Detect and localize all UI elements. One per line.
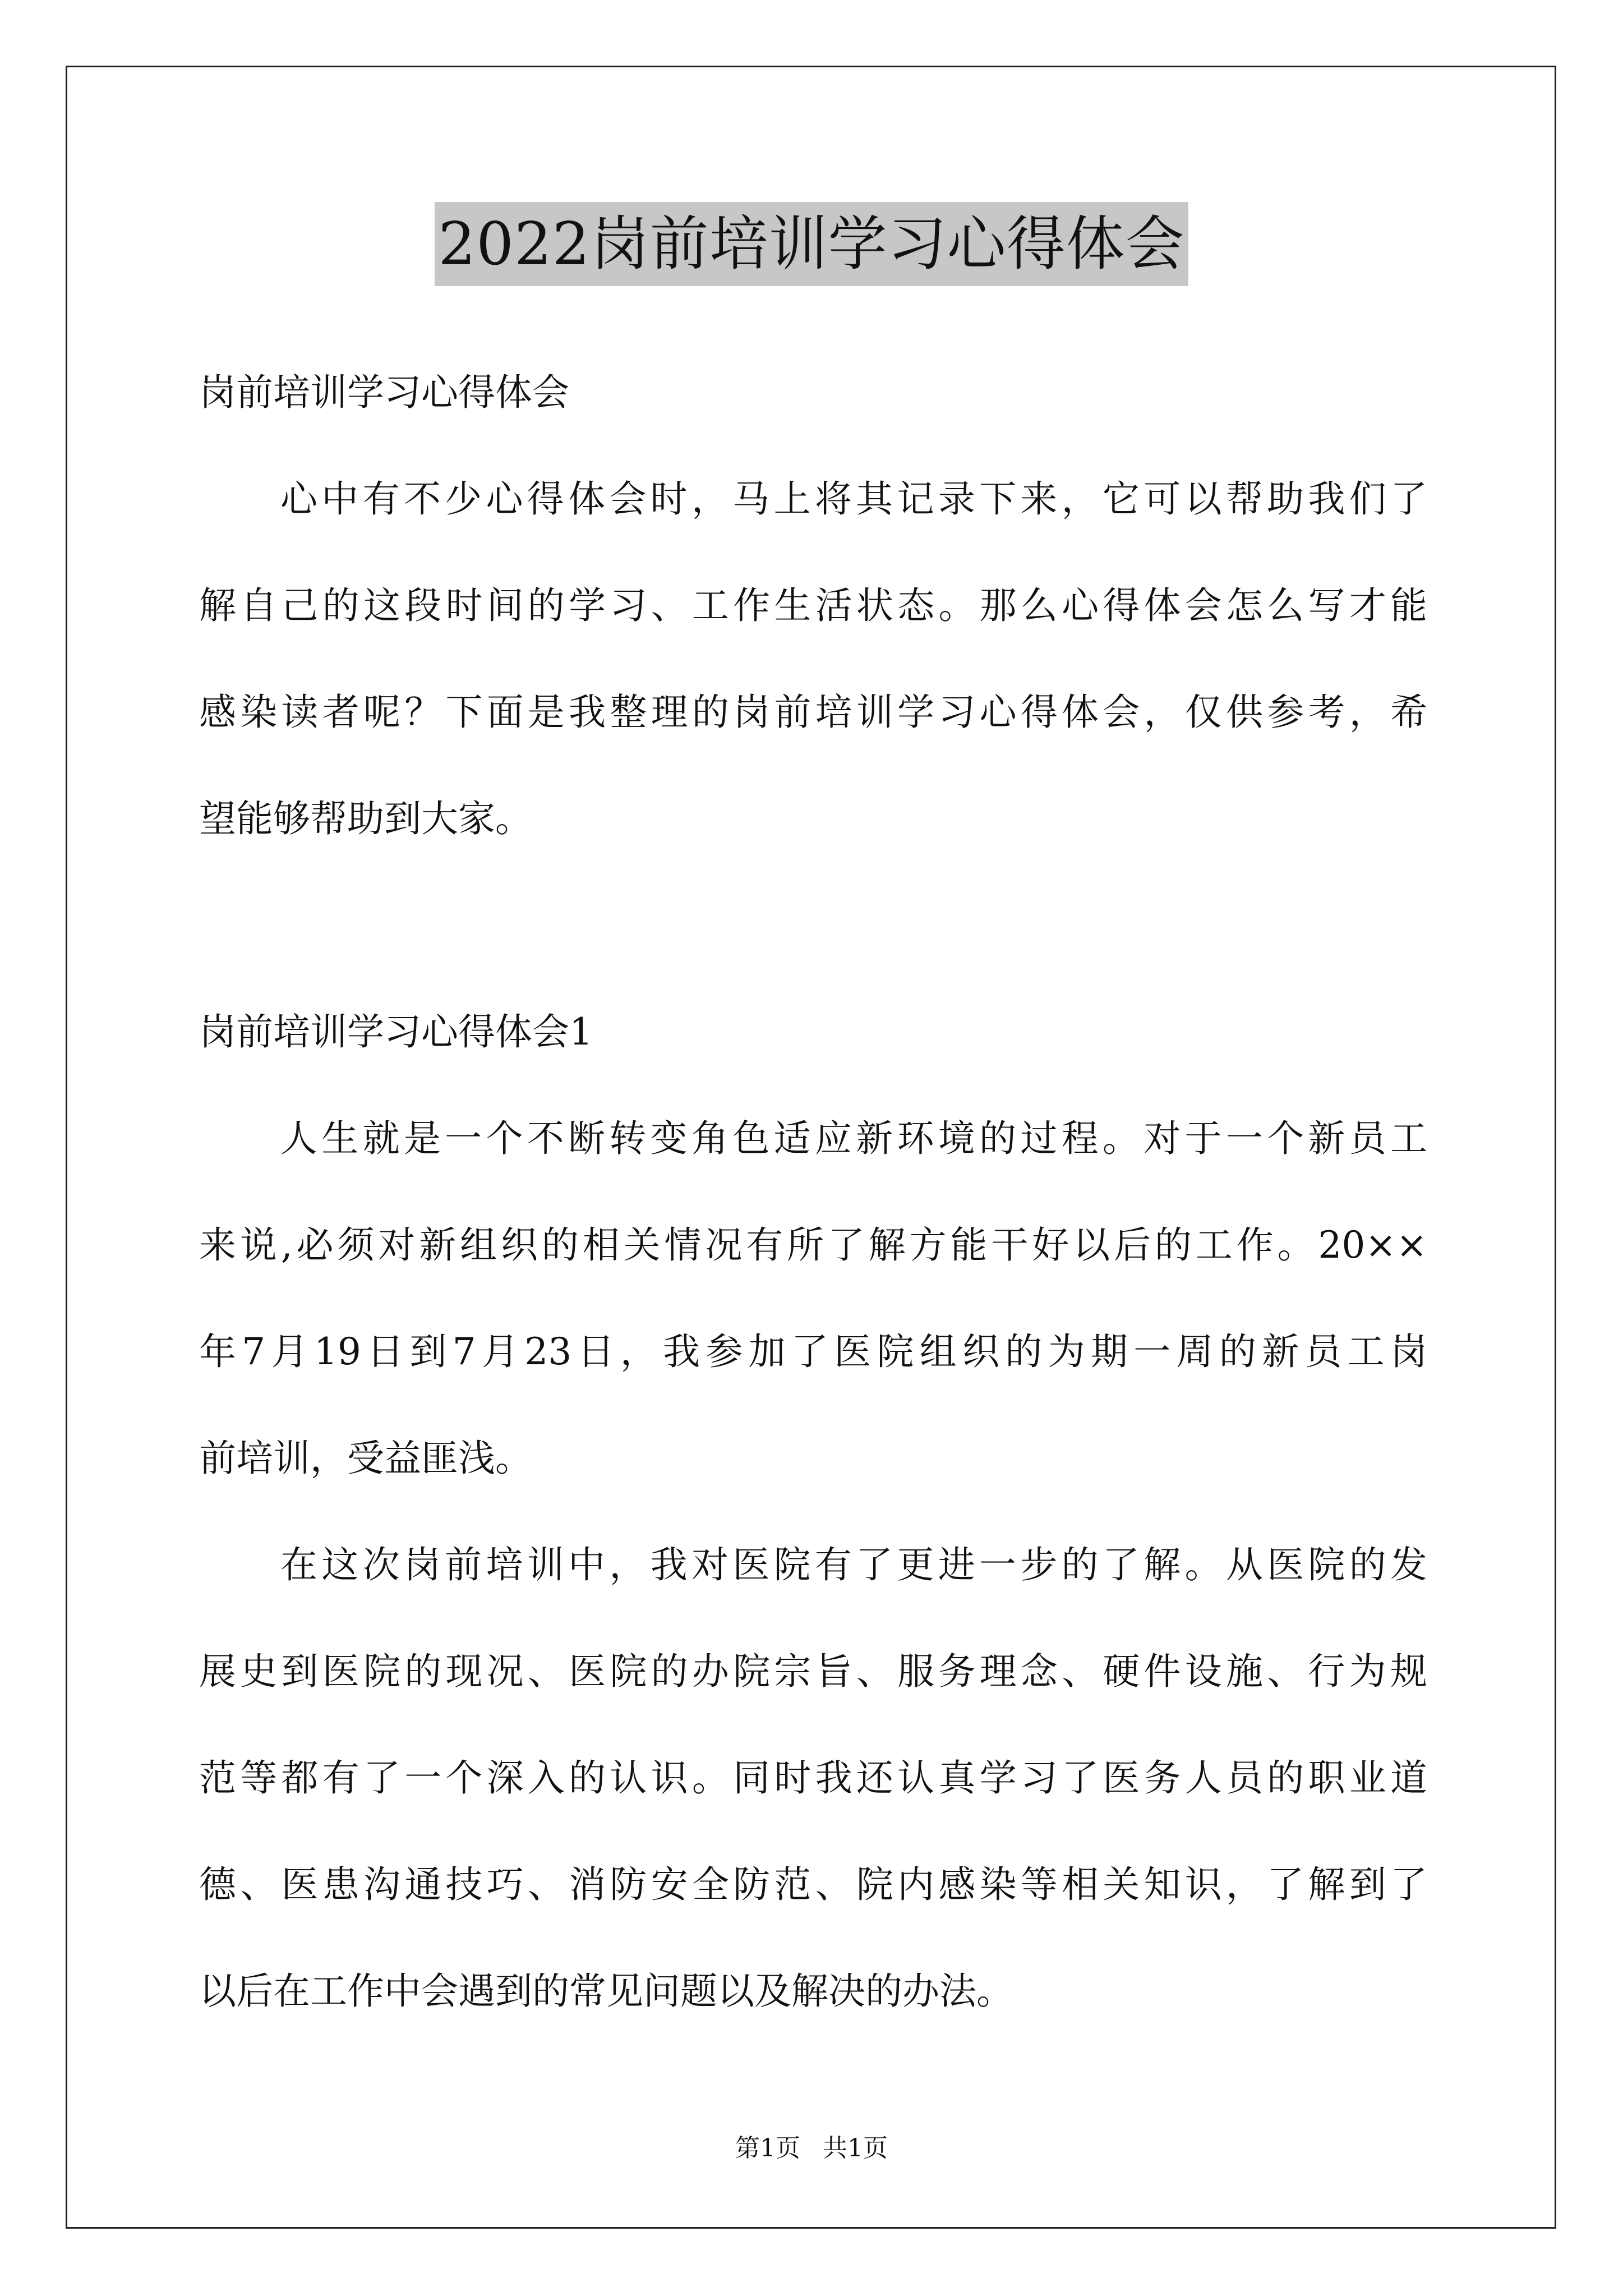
page-total: 共1页	[823, 2134, 888, 2162]
paragraph-line: 以后在工作中会遇到的常见问题以及解决的办法。	[199, 1970, 1013, 2013]
subtitle: 岗前培训学习心得体会	[199, 371, 569, 414]
paragraph-line: 在这次岗前培训中，我对医院有了更进一步的了解。从医院的发	[280, 1543, 1427, 1586]
paragraph-line: 展史到医院的现况、医院的办院宗旨、服务理念、硬件设施、行为规	[199, 1650, 1427, 1693]
paragraph-line: 来说,必须对新组织的相关情况有所了解方能干好以后的工作。20××	[199, 1223, 1427, 1267]
intro-line: 心中有不少心得体会时，马上将其记录下来，它可以帮助我们了	[280, 477, 1427, 521]
section-gap	[199, 872, 1427, 979]
title-wrap	[0, 202, 1623, 286]
paragraph-line: 前培训，受益匪浅。	[199, 1437, 532, 1480]
paragraph-line: 德、医患沟通技巧、消防安全防范、院内感染等相关知识，了解到了	[199, 1863, 1427, 1906]
section-heading: 岗前培训学习心得体会1	[199, 1010, 593, 1053]
paragraph-line: 人生就是一个不断转变角色适应新环境的过程。对于一个新员工	[280, 1117, 1427, 1160]
document-title: 2022岗前培训学习心得体会	[435, 202, 1188, 286]
document-body	[199, 339, 1427, 2045]
intro-line: 感染读者呢？下面是我整理的岗前培训学习心得体会，仅供参考，希	[199, 691, 1427, 734]
page-footer	[0, 2132, 1623, 2165]
paragraph-line: 年7月19日到7月23日，我参加了医院组织的为期一周的新员工岗	[199, 1330, 1427, 1373]
page-number: 第1页	[735, 2134, 800, 2162]
paragraph-line: 范等都有了一个深入的认识。同时我还认真学习了医务人员的职业道	[199, 1756, 1427, 1800]
intro-line: 望能够帮助到大家。	[199, 797, 532, 840]
intro-line: 解自己的这段时间的学习、工作生活状态。那么心得体会怎么写才能	[199, 584, 1427, 627]
